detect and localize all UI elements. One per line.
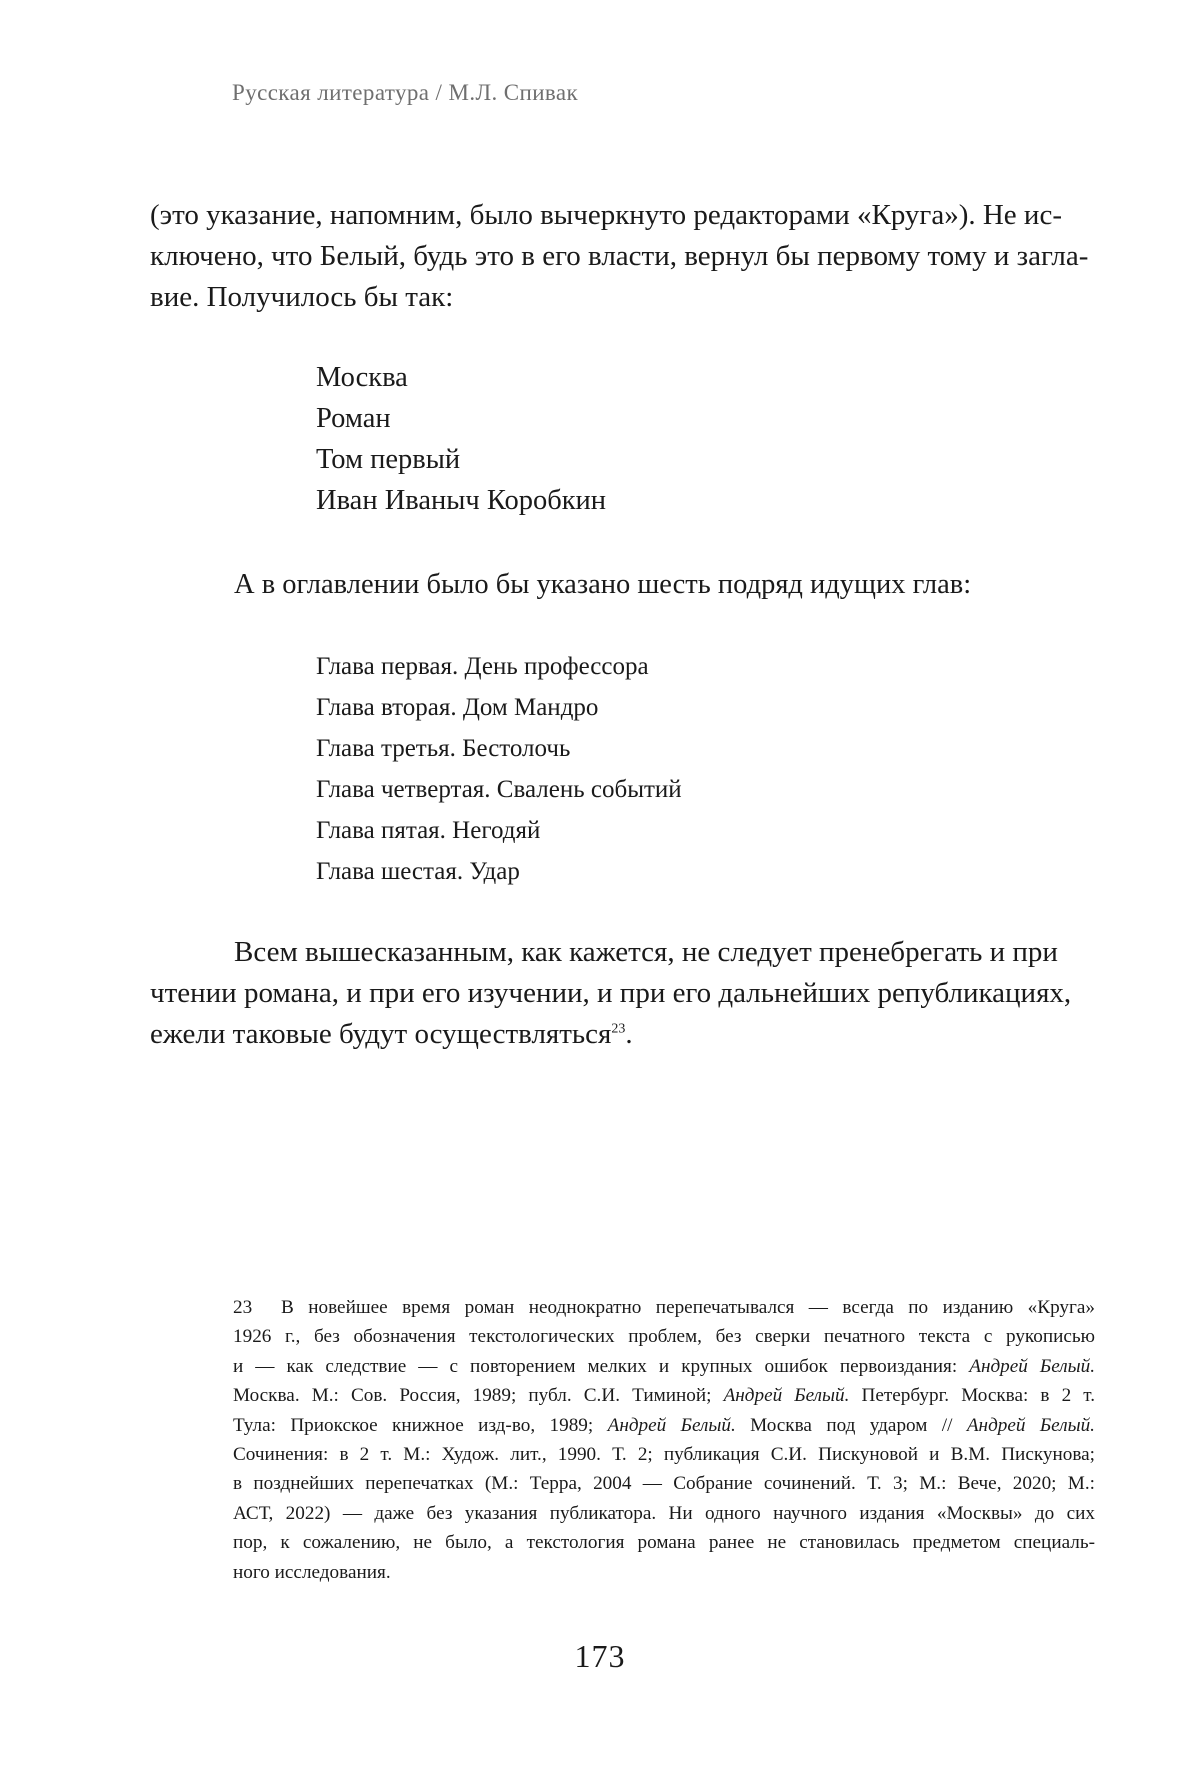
footnote-line: 1926 г., без обозначения текстологических проблем, без сверки печатного текста с рукописью <box>233 1326 1095 1348</box>
footnote-line <box>233 1411 1095 1440</box>
paragraph-3 <box>150 932 1096 1055</box>
footnote-author: Андрей Белый. <box>969 1355 1095 1377</box>
footnote-text: Тула: Приокское книжное изд-во, 1989; <box>233 1414 608 1436</box>
toc-item: Глава первая. День профессора <box>316 653 649 680</box>
toc-item: Глава вторая. Дом Мандро <box>316 694 599 721</box>
footnote-text: и — как следствие — с повторением мелких и крупных ошибок первоиздания: <box>233 1355 970 1377</box>
toc-item: Глава четвертая. Свалень событий <box>316 776 682 803</box>
footnote-line: пор, к сожалению, не было, а текстология романа ранее не становилась предметом специаль- <box>233 1532 1095 1554</box>
paragraph-1 <box>150 195 1096 318</box>
footnote-author: Андрей Белый. <box>723 1385 850 1407</box>
footnote-text: Москва под ударом // <box>735 1414 967 1436</box>
title-line-genre: Роман <box>316 403 391 434</box>
running-header: Русская литература / М.Л. Спивак <box>232 80 579 105</box>
footnote-text: Москва. М.: Сов. Россия, 1989; публ. С.И. Тиминой; <box>233 1385 724 1407</box>
title-line-volume: Том первый <box>316 444 461 475</box>
paragraph-1-line-1: (это указание, напомним, было вычеркнуто редакторами «Круга»). Не ис- <box>150 199 1062 231</box>
toc-item: Глава третья. Бестолочь <box>316 735 571 762</box>
title-block <box>316 357 606 521</box>
footnote-author: Андрей Белый. <box>966 1414 1095 1436</box>
footnote-line: в позднейших перепечатках (М.: Терра, 2004 — Собрание сочинений. Т. 3; М.: Вече, 2020; М.: <box>233 1473 1095 1495</box>
table-of-contents <box>316 646 682 892</box>
title-line-city: Москва <box>316 362 408 393</box>
footnote-text: В новейшее время роман неоднократно перепечатывался — всегда по изданию «Круга» <box>281 1297 1095 1318</box>
paragraph-3-line-2: чтении романа, и при его изучении, и при его дальнейших републикациях, <box>150 977 1072 1009</box>
footnote-line <box>233 1381 1095 1410</box>
footnote-text: Петербург. Москва: в 2 т. <box>849 1385 1095 1407</box>
paragraph-3-line-3 <box>150 1014 1096 1055</box>
footnote-number: 23 <box>233 1297 253 1318</box>
title-line-subtitle: Иван Иваныч Коробкин <box>316 485 607 516</box>
paragraph-1-line-3: вие. Получилось бы так: <box>150 281 454 313</box>
footnote-line <box>233 1352 1095 1381</box>
toc-item: Глава пятая. Негодяй <box>316 817 541 844</box>
footnote-line <box>233 1293 1095 1322</box>
footnote <box>233 1293 1095 1587</box>
footnote-line: Сочинения: в 2 т. М.: Худож. лит., 1990. Т. 2; публикация С.И. Пискуновой и В.М. Пискунова; <box>233 1444 1095 1466</box>
toc-item: Глава шестая. Удар <box>316 858 520 885</box>
paragraph-3-end: . <box>625 1018 633 1050</box>
paragraph-2: А в оглавлении было бы указано шесть подряд идущих глав: <box>234 569 972 600</box>
paragraph-3-line-1: Всем вышесказанным, как кажется, не следует пренебрегать и при <box>234 936 1058 968</box>
paragraph-3-line-3-text: ежели таковые будут осуществляться <box>150 1018 612 1050</box>
footnote-line: ного исследования. <box>233 1561 391 1583</box>
footnote-reference[interactable]: 23 <box>611 1021 626 1037</box>
footnote-author: Андрей Белый. <box>607 1414 736 1436</box>
page-number: 173 <box>574 1638 626 1674</box>
paragraph-1-line-2: ключено, что Белый, будь это в его власти, вернул бы первому тому и загла- <box>150 240 1089 272</box>
footnote-line: АСТ, 2022) — даже без указания публикатора. Ни одного научного издания «Москвы» до сих <box>233 1502 1095 1524</box>
